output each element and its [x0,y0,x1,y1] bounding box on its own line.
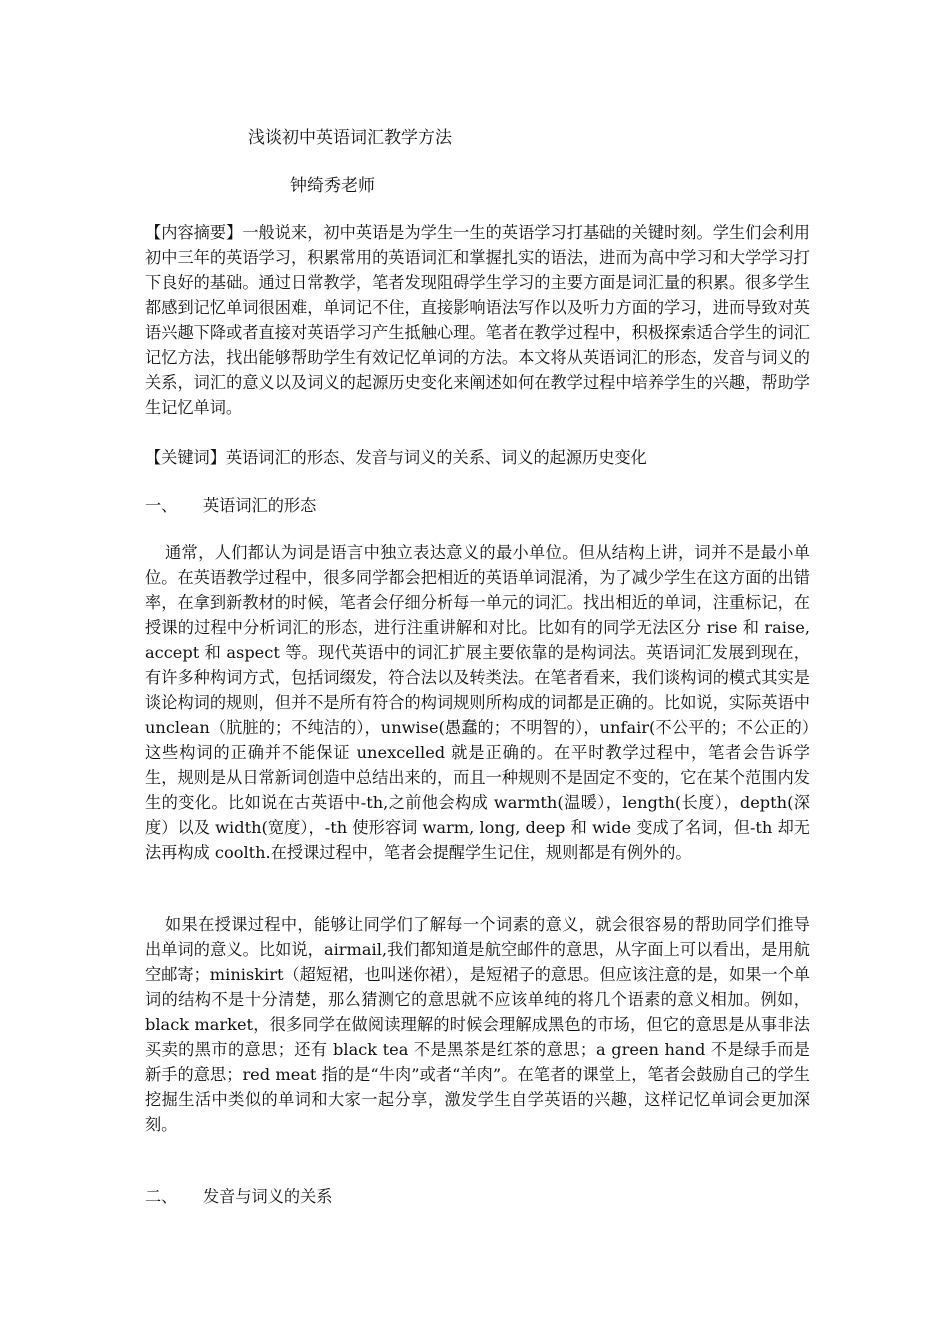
document-title: 浅谈初中英语词汇教学方法 [248,128,452,148]
abstract-paragraph: 【内容摘要】一般说来，初中英语是为学生一生的英语学习打基础的关键时刻。学生们会利用初中三年的英语学习，积累常用的英语词汇和掌握扎实的语法，进而为高中学习和大学学习打下良好的基础。通过日常教学，笔者发现阻碍学生学习的主要方面是词汇量的积累。很多学生都感到记忆单词很困难，单词记不住，直接影响语法写作以及听力方面的学习，进而导致对英语兴趣下降或者直接对英语学习产生抵触心理。笔者在教学过程中，积极探索适合学生的词汇记忆方法，找出能够帮助学生有效记忆单词的方法。本文将从英语词汇的形态，发音与词义的关系，词汇的意义以及词义的起源历史变化来阐述如何在教学过程中培养学生的兴趣，帮助学生记忆单词。 [145,223,810,417]
section-title: 英语词汇的形态 [203,496,317,515]
section-title: 发音与词义的关系 [203,1187,333,1206]
section-number: 一、 [145,496,178,515]
body-paragraph: 如果在授课过程中，能够让同学们了解每一个词素的意义，就会很容易的帮助同学们推导出单词的意义。比如说，airmail,我们都知道是航空邮件的意思，从字面上可以看出，是用航空邮寄；miniskirt（超短裙，也叫迷你裙），是短裙子的意思。但应该注意的是，如果一个单词的结构不是十分清楚，那么猜测它的意思就不应该单纯的将几个语素的意义相加。例如，black market，很多同学在做阅读理解的时候会理解成黑色的市场，但它的意思是从事非法买卖的黑市的意思；还有 black tea 不是黑茶是红茶的意思；a green hand 不是绿手而是新手的意思；red meat 指的是“牛肉”或者“羊肉”。在笔者的课堂上，笔者会鼓励自己的学生挖掘生活中类似的单词和大家一起分享，激发学生自学英语的兴趣，这样记忆单词会更加深刻。 [145,915,810,1134]
author-name: 钟绮秀老师 [290,176,375,196]
section-number: 二、 [145,1187,178,1206]
section-heading-2 [145,1184,333,1209]
body-paragraph: 通常，人们都认为词是语言中独立表达意义的最小单位。但从结构上讲，词并不是最小单位。在英语教学过程中，很多同学都会把相近的英语单词混淆，为了减少学生在这方面的出错率，在拿到新教材的时候，笔者会仔细分析每一单元的词汇。找出相近的单词，注重标记，在授课的过程中分析词汇的形态，进行注重讲解和对比。比如有的同学无法区分 rise 和 raise, accept 和 aspect 等。现代英语中的词汇扩展主要依靠的是构词法。英语词汇发展到现在，有许多种构词方式，包括词缀发，符合法以及转类法。在笔者看来，我们谈构词的模式其实是谈论构词的规则，但并不是所有符合的构词规则所构成的词都是正确的。比如说，实际英语中 unclean（肮脏的；不纯洁的），unwise(愚蠢的；不明智的），unfair(不公平的；不公正的）这些构词的正确并不能保证 unexcelled 就是正确的。在平时教学过程中，笔者会告诉学生，规则是从日常新词创造中总结出来的，而且一种规则不是固定不变的，它在某个范围内发生的变化。比如说在古英语中-th,之前他会构成 warmth(温暖），length(长度），depth(深度）以及 width(宽度），-th 使形容词 warm, long, deep 和 wide 变成了名词，但-th 却无法再构成 coolth.在授课过程中，笔者会提醒学生记住，规则都是有例外的。 [145,543,810,862]
keywords-line: 【关键词】英语词汇的形态、发音与词义的关系、词义的起源历史变化 [145,448,647,467]
section-heading-1 [145,493,316,518]
